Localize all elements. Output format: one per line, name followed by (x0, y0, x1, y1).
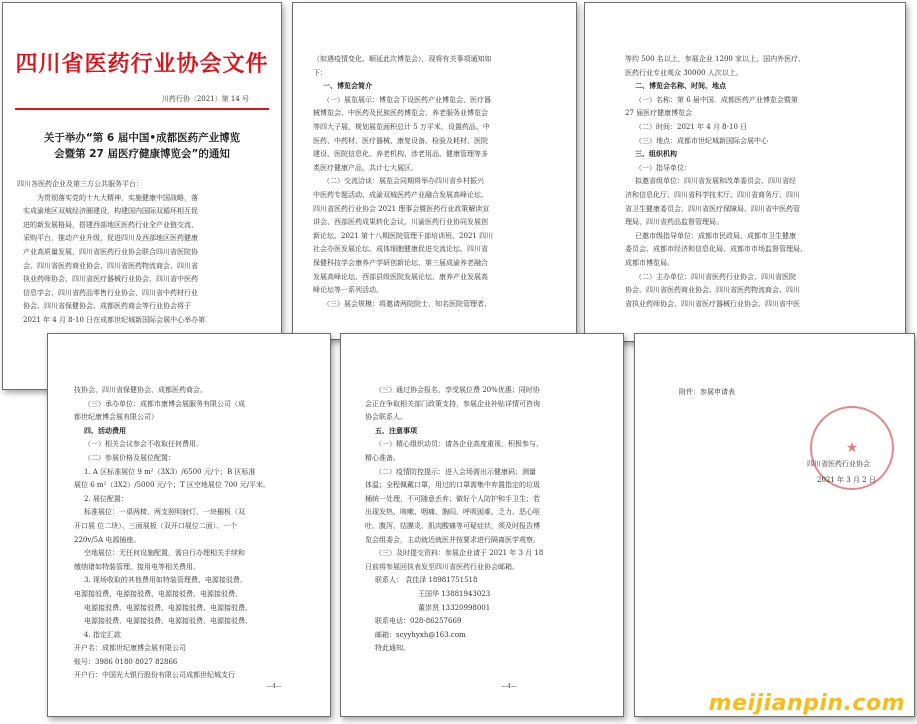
text-line: 协会、四川省医药商业协会、四川省医药物流商会、四川 (625, 286, 800, 295)
contact-phone: 联系电话：028-86257669 (375, 617, 462, 626)
signature-date: 2021 年 3 月 2 日 (817, 476, 876, 484)
text-line: （三）及时提交资料：参展企业请于 2021 年 3 月 18 (375, 549, 544, 558)
text-line: 下： (313, 68, 327, 77)
text-line: （二）主办单位：四川省医药行业协会、四川省医院 (635, 272, 796, 281)
text-line: 会正在争取相关部门政策支持，参展企业补贴详情可咨询 (365, 399, 540, 408)
text-line: 产业高质量发展，四川省医药行业协会联合四川省医院协 (23, 247, 198, 256)
text-line: 3. 现场收取的其他费用如特装管理费、电源接驳费、 (84, 576, 247, 585)
text-line: （一）相关会议参会不收取任何费用。 (84, 440, 203, 449)
text-line: 成都市博览局。 (625, 258, 674, 267)
section-heading: 五、注意事项 (375, 426, 417, 435)
text-line: 新论坛、2021 第十八期医院管理干部培训班、2021 四川 (313, 231, 494, 240)
text-line: 社会办医发展论坛、成体细胞健康促进交流论坛、四川省 (313, 245, 488, 254)
page-number: —4— (501, 683, 517, 690)
text-line: 实成渝地区双城经济圈建设，构建国内国际双循环相互促 (23, 207, 198, 216)
text-line: （三）通过协会报名，享受展位费 20%优惠；同时协 (375, 386, 540, 394)
text-line: 开口展 位二块）、三面展板（双开口展位二面）、一个 (74, 521, 238, 530)
text-line: 电源接驳费、电源接驳费、电源接驳费、电源接驳费、 (84, 617, 252, 626)
text-line: 协会、四川省保健协会、成都医药商会等行业协会将于 (23, 302, 191, 311)
text-line: （二）时间：2021 年 4 月 8-10 日 (635, 122, 748, 131)
text-line: （三）展会规模：将邀请两院院士、知名医院管理者、 (323, 299, 491, 308)
text-line: 账号：3986 0180 8027 82866 (74, 657, 178, 666)
contact-line: 王国华 13881943023 (418, 589, 491, 598)
text-line: 开户名：成都世纪康博会展有限公司 (74, 644, 186, 653)
text-line: （二）参展价格及展位配置： (84, 453, 175, 462)
text-line: 特此通知。 (375, 644, 410, 653)
document-page-4 (47, 333, 331, 717)
contact-line: 联系人： 袁佳泽 18981751518 (375, 576, 478, 585)
document-header-title: 四川省医药行业协会文件 (15, 52, 269, 77)
text-line: 等约 500 名以上，参展企业 1200 家以上，国内外医疗、 (625, 55, 806, 63)
text-line: 体温；全程佩戴口罩，用过的口罩需集中弃置指定的垃圾 (365, 481, 540, 490)
contact-line: 董崇贤 13320998001 (418, 603, 491, 612)
page-3-body (585, 3, 905, 311)
text-line: 览会组委会，主动就近就医并按要求进行隔离医学观察。 (365, 535, 540, 544)
text-line: 都世纪康博会展有限公司） (74, 413, 158, 422)
text-line: 为贯彻落实党的十九大精神，实施健康中国战略，落 (37, 193, 198, 202)
page-number: —4— (266, 683, 282, 690)
text-line: 技协会、四川省保健协会、成都医药商会。 (74, 386, 207, 394)
text-line: 出现发热、咳嗽、咽痛、胸闷、呼吸困难、乏力、恶心呕 (365, 508, 540, 517)
notice-title-line: 会暨第 27 届医疗健康博览会”的通知 (54, 148, 230, 160)
text-line: 会、四川省医药商业协会、四川省医药物流商会、四川省 (23, 261, 198, 270)
document-page-2 (292, 2, 577, 340)
text-line: 电源接驳费、电源接驳费、电源接驳费、电源接驳费、 (74, 589, 242, 598)
page-1-body (3, 178, 281, 328)
contact-email: 邮箱：scyyhyxh@163.com (375, 630, 466, 639)
section-heading: 一、博览会简介 (323, 82, 372, 91)
text-line: 2. 展位配置： (84, 494, 128, 503)
text-line: 省卫生健康委员会、四川省医疗保障局、四川省中医药管 (625, 204, 800, 213)
text-line: 吐、腹泻、结膜炎、肌肉酸痛等可疑症状，须及时报告博 (365, 521, 540, 530)
section-heading: 二、博览会名称、时间、地点 (635, 82, 726, 91)
text-line: 建设、医院信息化、养老机构、涉老用品、健康管理等多 (313, 150, 488, 159)
page-5-body (341, 334, 623, 656)
text-line: 展位 6 m²（3X2）/5000 元/个；T 区空地展位 700 元/平米。 (74, 481, 271, 490)
text-line: 标准展位：一桌两椅、两支照明射灯、一块楣板（双 (84, 508, 245, 517)
header-red-rule (15, 108, 269, 110)
text-line: 发展高峰论坛、西部县级医院发展论坛、康养产业发展高 (313, 272, 488, 281)
text-line: 27 届医疗健康博览会 (625, 109, 693, 118)
page-2-body (293, 3, 576, 311)
text-line: 拟邀省级单位：四川省发展和改革委员会、四川省经 (635, 177, 796, 186)
text-line: 协会联系人。 (365, 413, 407, 422)
section-heading: 四、活动费用 (84, 426, 126, 435)
text-line: 济和信息化厅、四川省科学技术厅、四川省商务厅、四川 (625, 190, 800, 199)
site-watermark: meijianpin.com (708, 691, 905, 716)
section-heading: 三、组织机构 (635, 150, 677, 159)
signature-org: 四川省医药行业协会 (807, 460, 870, 468)
text-line: 1. A 区标准展位 9 m²（3X3）/6500 元/个；B 区标准 (84, 467, 256, 476)
text-line: 220v/5A 电源插座。 (74, 535, 141, 544)
text-line: （三）承办单位：成都市康博会展服务有限公司（成 (84, 399, 245, 408)
document-number: 川药行协〔2021〕第 14 号 (161, 95, 249, 103)
text-line: 空地展位：无任何设施配置，需自行办理相关手续和 (84, 549, 245, 558)
text-line: 四川省医药行业协会 2021 理事会暨医药行业政策解读宣 (313, 204, 490, 213)
text-line: 峰论坛等一系列活动。 (313, 286, 383, 295)
text-line: 精心准备。 (365, 453, 400, 462)
text-line: 桶统一处理，不可随意丢弃；做好个人防护和手卫生；若 (365, 494, 540, 503)
text-line: 日前将参展回执表发至四川省医药行业协会邮箱。 (365, 562, 519, 571)
text-line: 类医疗健康产品，共计七大展区。 (313, 163, 418, 172)
text-line: （一）名称：第 6 届中国．成都医药产业博览会暨第 (635, 95, 798, 104)
text-line: 已邀市级指导单位：成都市民政局、成都市卫生健康 (635, 231, 796, 240)
text-line: 4. 指定汇款 (84, 630, 121, 639)
page-4-body (48, 334, 330, 683)
document-page-1 (2, 2, 282, 390)
text-line: 执业药师协会、四川省医疗器械行业协会、四川省中医药 (23, 275, 198, 284)
text-line: 四川各医药企业及第三方公共服务平台： (17, 180, 143, 188)
text-line: 中医药专题活动、成渝双城医药产业融合发展高峰论坛、 (313, 190, 488, 199)
text-line: 进的新发展格局，搭建西部地区医药行业全产业链交流、 (23, 220, 198, 229)
text-line: （三）地点：成都市世纪城新国际会展中心 (635, 136, 768, 145)
document-page-6 (634, 333, 915, 717)
attachment-label: 附件：参展申请表 (679, 388, 735, 396)
text-line: 等四大子展，规划展览面积总计 5 万平米，设置药品、中 (313, 122, 490, 131)
text-line: 讲会、西部医药成果转化会议、川渝医药行业协同发展创 (313, 218, 488, 227)
seal-star-icon: ★ (845, 440, 859, 456)
text-line: 械博览会、中医药及民族医药博览会、养老服务业博览会 (313, 109, 488, 118)
text-line: 医药、中药材、医疗器械、康复设备、检验及耗材、医院 (313, 136, 488, 145)
text-line: （如遇疫情变化，顺延此次博览会），现将有关事项通知如 (313, 55, 492, 63)
text-line: 开户行：中国光大银行股份有限公司成都世纪城支行 (74, 671, 235, 680)
text-line: 信息学会、四川省药品零售行业协会、四川省中药材行业 (23, 288, 198, 297)
text-line: （二）疫情防控提示：进入会场需出示健康码；测量 (375, 467, 536, 476)
notice-title-line: 关于举办“第 6 届中国•成都医药产业博览 (43, 132, 241, 144)
text-line: （二）交流洽谈：展览会同期将举办四川省乡村振兴 (323, 177, 484, 186)
text-line: 保健科技学会康养产学研创新论坛、第三届成渝养老融合 (313, 258, 488, 267)
text-line: （一）指导单位： (635, 163, 691, 172)
text-line: 委员会、成都市经济和信息化局、成都市市场监督管理局、 (625, 245, 807, 254)
text-line: （一）展览展示：博览会下设医药产业博览会、医疗器 (323, 95, 491, 104)
text-line: 电源接驳费、电源接驳费、电源接驳费、电源接驳费、 (84, 603, 252, 612)
text-line: 缴纳诸如特装管理、接用电等相关费用。 (74, 562, 200, 571)
text-line: 省执业药师协会、四川省医疗器械行业协会、四川省中医 (625, 299, 800, 308)
text-line: （一）精心组织动员：请各企业高度重视，积极参与、 (375, 440, 543, 449)
text-line: 医药行业专业观众 30000 人次以上。 (625, 68, 743, 77)
notice-title (3, 130, 281, 162)
text-line: 2021 年 4 月 8-10 日在成都世纪城新国际会展中心举办第 (23, 315, 206, 324)
text-line: 采购平台，推动产业升级，促进四川及西部地区医药健康 (23, 234, 198, 243)
document-page-5 (340, 333, 624, 717)
text-line: 理局、四川省药品监督管理局。 (625, 218, 723, 227)
document-page-3 (584, 2, 906, 342)
